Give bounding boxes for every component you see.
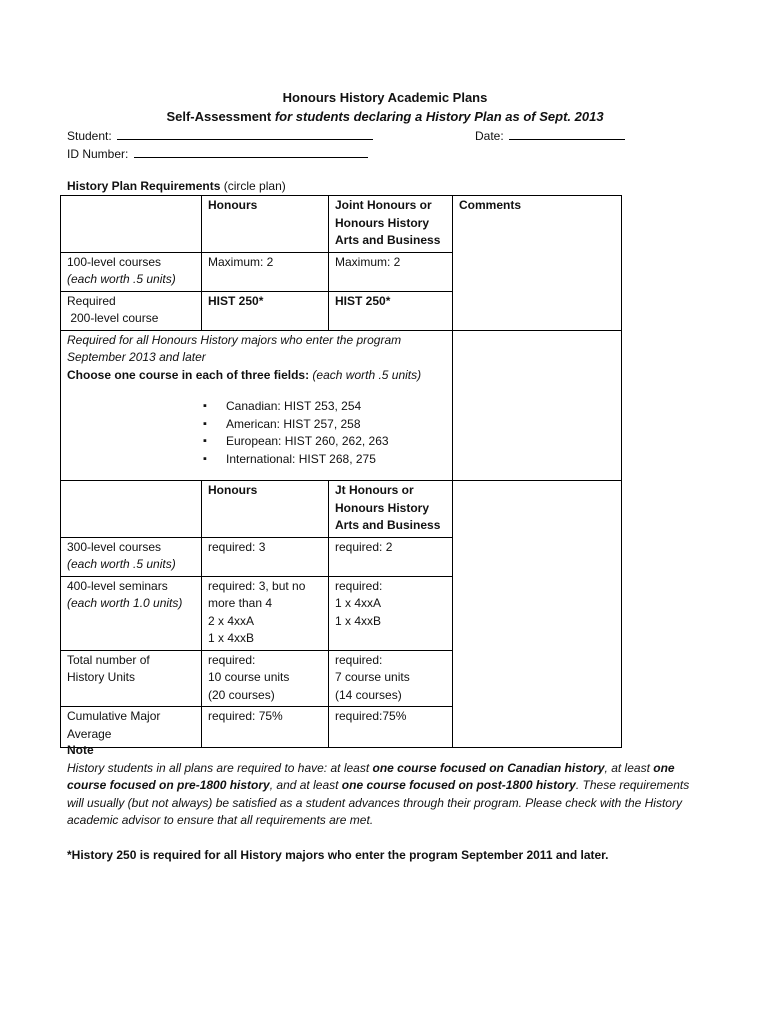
row-label-sub: (each worth .5 units) [67, 272, 176, 286]
row-200-joint: HIST 250* [329, 291, 453, 330]
row-average-honours: required: 75% [202, 707, 329, 748]
cell-line: 10 course units [208, 670, 290, 684]
cell-line: 1 x 4xxA [335, 596, 382, 610]
student-line[interactable] [117, 128, 373, 140]
table-header-row-2 [61, 481, 622, 538]
fields-choose [67, 367, 446, 385]
fields-comments [453, 330, 622, 481]
fields-row [61, 330, 622, 481]
list-item: ▪ International: HIST 268, 275 [203, 451, 446, 469]
row-label-text: Average [67, 726, 112, 741]
subtitle-detail: for students declaring a History Plan as of Sept. 2013 [274, 109, 604, 124]
list-item: ▪ American: HIST 257, 258 [203, 416, 446, 434]
header-honours: Honours [202, 196, 329, 253]
subtitle-main: Self-Assessment [166, 109, 272, 124]
note-text: , at least [604, 760, 654, 775]
row-label-text: 400-level seminars [67, 578, 168, 593]
row-400-label [61, 576, 202, 650]
student-field[interactable] [67, 128, 373, 143]
note-text: , and at least [269, 778, 342, 792]
cell-line: 2 x 4xxA [208, 613, 255, 628]
header-joint-line: Jt Honours or [335, 483, 414, 497]
requirements-title: History Plan Requirements [67, 179, 221, 193]
id-label: ID Number: [67, 147, 129, 161]
list-item: ▪ Canadian: HIST 253, 254 [203, 398, 446, 416]
row-label-text: Cumulative Major [67, 709, 161, 723]
choose-rest: one course in each of three fields: [114, 367, 310, 382]
row-100-honours: Maximum: 2 [202, 252, 329, 291]
footnote: *History 250 is required for all History majors who enter the program September 2011 and later. [67, 847, 609, 862]
cell-line: 1 x 4xxB [208, 631, 255, 645]
date-field[interactable] [475, 128, 625, 143]
row-300-label [61, 537, 202, 576]
date-label: Date: [475, 129, 504, 143]
header-joint-line: Arts and Business [335, 233, 441, 247]
row-total-joint [329, 650, 453, 707]
row-total-honours [202, 650, 329, 707]
cell-line: (14 courses) [335, 687, 402, 702]
cell-line: (20 courses) [208, 687, 275, 702]
date-line[interactable] [509, 128, 625, 140]
header-joint-line: Honours History [335, 215, 430, 230]
row-300-honours: required: 3 [202, 537, 329, 576]
list-item: ▪ European: HIST 260, 262, 263 [203, 433, 446, 451]
comments-cell [453, 481, 622, 748]
note-emphasis: one course focused on Canadian history [372, 760, 605, 775]
cell-line: 1 x 4xxB [335, 613, 382, 628]
row-label-text: Required [67, 293, 116, 308]
fields-block [61, 330, 453, 481]
header-blank-cell [61, 196, 202, 253]
note-text: History students in all plans are required to have: at least [67, 760, 373, 775]
student-label: Student: [67, 129, 112, 143]
requirements-table [60, 195, 622, 748]
cell-line: required: [335, 578, 383, 593]
row-400-honours [202, 576, 329, 650]
row-300-joint: required: 2 [329, 537, 453, 576]
choose-word: Choose [67, 367, 112, 382]
note-emphasis: one course focused on pre-1800 history [67, 760, 675, 792]
header-joint-line: Honours History [335, 500, 430, 515]
id-field[interactable] [67, 146, 368, 161]
header-comments: Comments [453, 196, 622, 331]
cell-line: required: [335, 652, 383, 667]
requirements-heading [67, 179, 286, 193]
row-average-joint: required:75% [329, 707, 453, 748]
id-line[interactable] [134, 146, 368, 158]
cell-line: more than 4 [208, 596, 273, 610]
row-total-label [61, 650, 202, 707]
note-heading: Note [67, 743, 94, 757]
header2-blank-cell [61, 481, 202, 538]
note-emphasis: one course focused on post-1800 history [341, 778, 576, 792]
header-joint [329, 196, 453, 253]
header2-honours: Honours [202, 481, 329, 538]
choose-units: (each worth .5 units) [312, 367, 422, 382]
row-100-label [61, 252, 202, 291]
fields-text: September 2013 and later [67, 350, 206, 364]
cell-line: required: [208, 652, 256, 667]
requirements-note: (circle plan) [223, 179, 286, 193]
page-subtitle [0, 109, 770, 124]
row-100-joint: Maximum: 2 [329, 252, 453, 291]
row-400-joint [329, 576, 453, 650]
page-title: Honours History Academic Plans [282, 90, 488, 105]
row-label-text: Total number of [67, 652, 150, 667]
header-joint-line: Arts and Business [335, 518, 441, 532]
note-text: . These requirements will usually (but not always) be satisfied as a student advances through their program. Please check with the History academic advisor to ensure that all requirements are met. [67, 778, 690, 827]
table-header-row [61, 196, 622, 253]
fields-list [67, 398, 446, 468]
row-200-honours: HIST 250* [202, 291, 329, 330]
row-label-sub: (each worth .5 units) [67, 557, 176, 571]
row-label-text: 100-level courses [67, 254, 162, 269]
row-label-sub: 200-level course [67, 311, 159, 325]
row-label-sub: (each worth 1.0 units) [67, 596, 183, 610]
cell-line: required: 3, but no [208, 578, 306, 593]
header2-joint [329, 481, 453, 538]
header-joint-line: Joint Honours or [335, 198, 432, 212]
note-section [67, 742, 697, 864]
row-label-text: 300-level courses [67, 539, 162, 554]
note-body [67, 760, 697, 830]
fields-text: Required for all Honours History majors who enter the program [67, 332, 402, 347]
cell-line: 7 course units [335, 670, 410, 684]
row-200-label [61, 291, 202, 330]
row-label-text: History Units [67, 670, 136, 684]
